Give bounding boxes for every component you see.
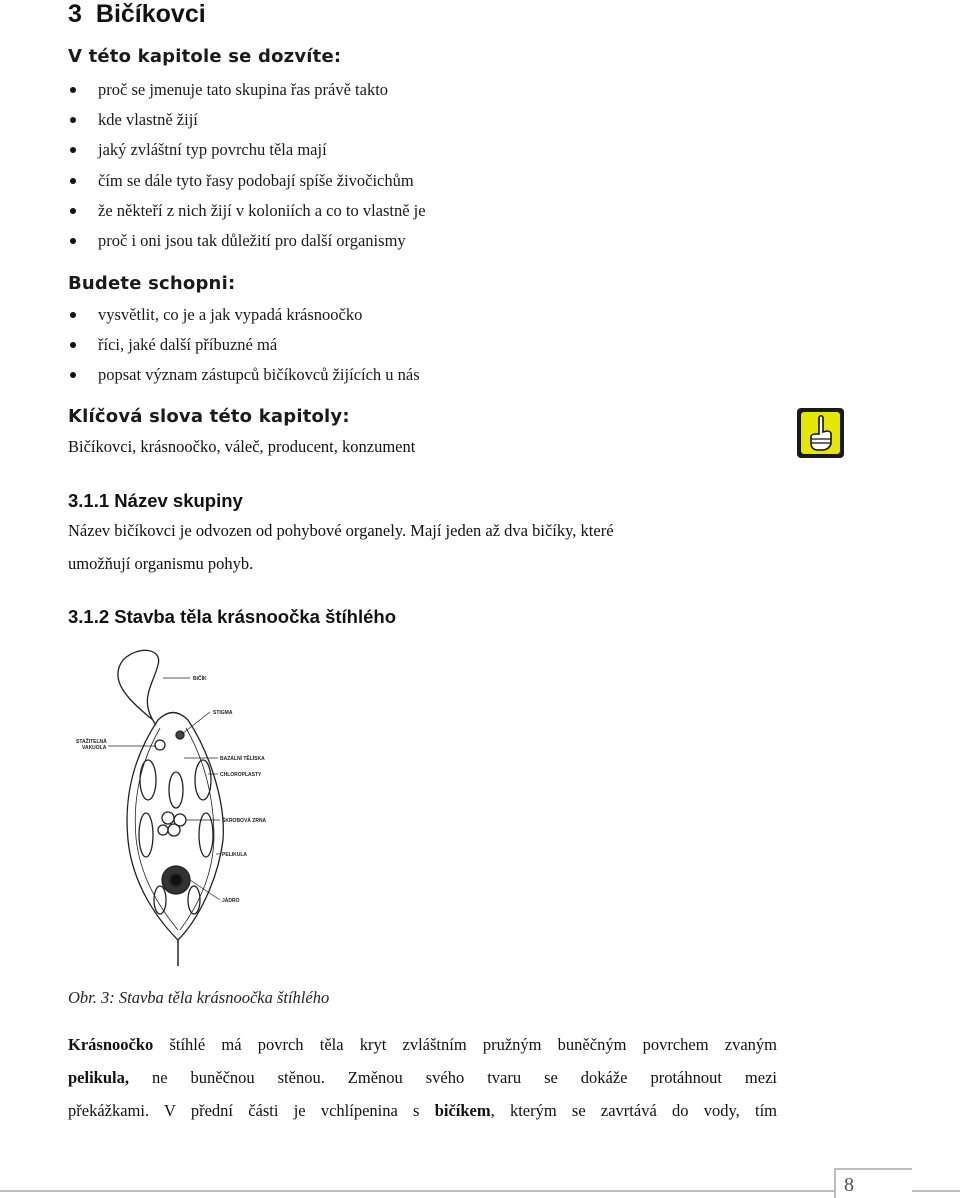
- learn-list: [68, 80, 426, 261]
- hand-glyph: [801, 412, 840, 454]
- body-line: překážkami. V přední části je vchlípenina s bičíkem, kterým se zavrtává do vody, tím: [68, 1101, 778, 1120]
- keywords-text: Bičíkovci, krásnoočko, váleč, producent, konzument: [68, 437, 416, 456]
- list-item: říci, jaké další příbuzné má: [68, 335, 420, 365]
- section-3-1-1-text: Název bičíkovci je odvozen od pohybové organely. Mají jeden až dva bičíky, které umožňují organismu pohyb.: [68, 521, 614, 573]
- page-number-box: [834, 1168, 912, 1198]
- list-item: jaký zvláštní typ povrchu těla mají: [68, 140, 426, 170]
- label-vakuola-1: STAŽITELNÁ: [76, 739, 107, 745]
- body-line: pelikula, ne buněčnou stěnou. Změnou svého tvaru se dokáže protáhnout mezi: [68, 1068, 777, 1087]
- section-3-1-2-heading: 3.1.2 Stavba těla krásnoočka štíhlého: [68, 606, 397, 627]
- pointing-hand-icon: [797, 408, 844, 458]
- starch-grain: [168, 824, 180, 836]
- label-bazalni: BAZÁLNÍ TĚLÍSKA: [220, 756, 265, 762]
- chloroplast: [139, 813, 153, 857]
- page-number: 8: [844, 1174, 854, 1196]
- label-chloroplasty: CHLOROPLASTY: [220, 772, 262, 778]
- section-3-1-1-heading: 3.1.1 Název skupiny: [68, 490, 243, 511]
- label-vakuola-2: VAKUOLA: [82, 745, 107, 751]
- chloroplast: [169, 772, 183, 808]
- footer-rule: [0, 1190, 960, 1192]
- figure-leader-lines: [108, 678, 220, 900]
- body-line: Krásnoočko štíhlé má povrch těla kryt zvláštním pružným buněčným povrchem zvaným: [68, 1035, 777, 1054]
- chloroplast: [154, 886, 166, 914]
- stigma: [176, 731, 184, 739]
- starch-grain: [162, 812, 174, 824]
- list-item: vysvětlit, co je a jak vypadá krásnoočko: [68, 305, 420, 335]
- label-jadro: JÁDRO: [222, 898, 240, 904]
- list-item: proč se jmenuje tato skupina řas právě takto: [68, 80, 426, 110]
- label-bicik: BIČÍK: [193, 676, 207, 682]
- list-item: proč i oni jsou tak důležití pro další organismy: [68, 231, 426, 261]
- pellicle-outline: [127, 713, 223, 941]
- list-item: že někteří z nich žijí v koloniích a co to vlastně je: [68, 201, 426, 231]
- label-stigma: STIGMA: [213, 710, 233, 716]
- starch-grain: [158, 825, 168, 835]
- chapter-name: Bičíkovci: [95, 0, 206, 28]
- able-list: [68, 305, 420, 396]
- contractile-vacuole: [155, 740, 165, 750]
- list-item: kde vlastně žijí: [68, 110, 426, 140]
- euglena-cell: [118, 650, 223, 966]
- list-item: popsat význam zástupců bičíkovců žijících u nás: [68, 365, 420, 395]
- chloroplast: [199, 813, 213, 857]
- label-pelikula: PELIKULA: [222, 852, 247, 858]
- chapter-title: [68, 0, 206, 28]
- flagellum: [118, 650, 159, 725]
- figure-caption: Obr. 3: Stavba těla krásnoočka štíhlého: [68, 988, 330, 1007]
- able-heading: Budete schopni:: [68, 273, 236, 294]
- euglena-diagram: [68, 640, 328, 970]
- chapter-number: 3: [68, 0, 82, 28]
- keywords-heading: Klíčová slova této kapitoly:: [68, 406, 350, 427]
- label-skrobova: ŠKROBOVÁ ZRNA: [222, 818, 267, 824]
- list-item: čím se dále tyto řasy podobají spíše živočichům: [68, 171, 426, 201]
- learn-heading: V této kapitole se dozvíte:: [68, 46, 342, 67]
- chloroplast: [140, 760, 156, 800]
- body-text: [68, 1028, 778, 1127]
